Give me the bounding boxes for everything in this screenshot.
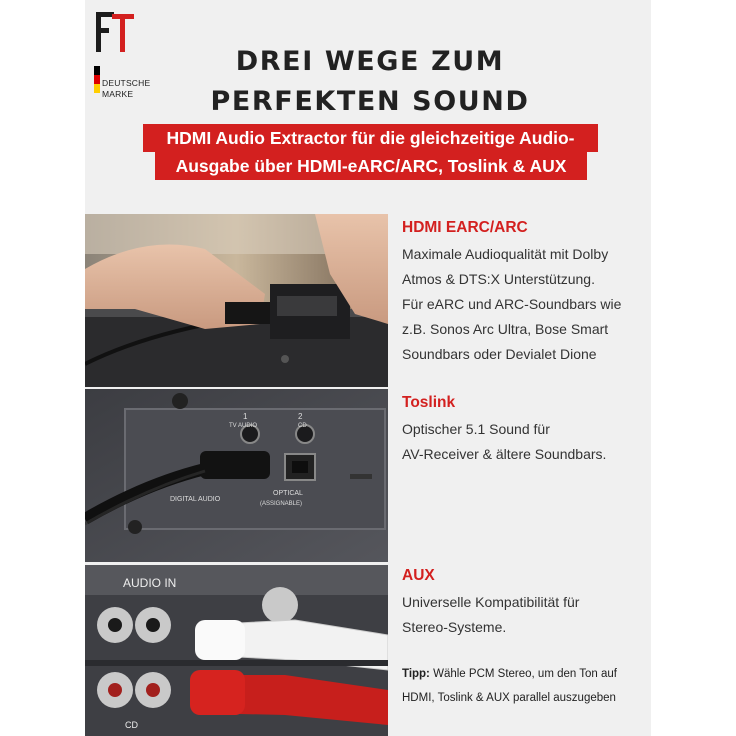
tip-label: Tipp: (402, 668, 430, 680)
tip-line1: Wähle PCM Stereo, um den Ton auf (433, 668, 617, 680)
feature-line: Universelle Kompatibilität für (402, 594, 580, 610)
assignable-label: (ASSIGNABLE) (260, 501, 303, 507)
headline-line1: DREI WEGE ZUM (235, 46, 505, 77)
optical-label: OPTICAL (273, 490, 303, 497)
feature-line: Für eARC und ARC-Soundbars wie (402, 296, 622, 312)
feature-line: Maximale Audioqualität mit Dolby (402, 246, 609, 262)
tip-box (402, 662, 654, 710)
ft-logo-icon (94, 10, 136, 54)
audio-in-label: AUDIO IN (123, 576, 177, 590)
german-flag-icon (94, 66, 100, 93)
feature-title-aux: AUX (402, 567, 435, 584)
jack1-sub-label: TV AUDIO (229, 423, 258, 429)
feature-line: Atmos & DTS:X Unterstützung. (402, 271, 595, 287)
headline-line2: PERFEKTEN SOUND (210, 86, 530, 117)
cd-label: CD (125, 720, 138, 730)
digital-audio-label: DIGITAL AUDIO (170, 496, 221, 503)
feature-line: Soundbars oder Devialet Dione (402, 346, 597, 362)
brand-line2: MARKE (102, 89, 134, 99)
photo-aux (85, 565, 388, 736)
feature-line: Optischer 5.1 Sound für (402, 421, 550, 437)
jack2-label: 2 (298, 412, 303, 421)
feature-body-toslink (402, 417, 652, 467)
feature-line: AV-Receiver & ältere Soundbars. (402, 446, 607, 462)
jack1-label: 1 (243, 412, 248, 421)
feature-line: z.B. Sonos Arc Ultra, Bose Smart (402, 321, 609, 337)
headline (180, 42, 560, 122)
feature-title-hdmi: HDMI EARC/ARC (402, 219, 528, 236)
brand-logo (94, 10, 164, 100)
feature-body-hdmi (402, 242, 652, 367)
feature-line: Stereo-Systeme. (402, 619, 507, 635)
photo-toslink (85, 389, 388, 562)
photo-hdmi-soundbar (85, 214, 388, 387)
brand-line1: DEUTSCHE (102, 78, 151, 88)
subheadline-line2: Ausgabe über HDMI-eARC/ARC, Toslink & AUX (155, 152, 587, 180)
feature-body-aux (402, 590, 652, 640)
subheadline-line1: HDMI Audio Extractor für die gleichzeitige Audio- (143, 124, 598, 152)
tip-line2: HDMI, Toslink & AUX parallel auszugeben (402, 692, 616, 704)
feature-title-toslink: Toslink (402, 394, 456, 411)
jack2-sub-label: CD (298, 423, 307, 429)
